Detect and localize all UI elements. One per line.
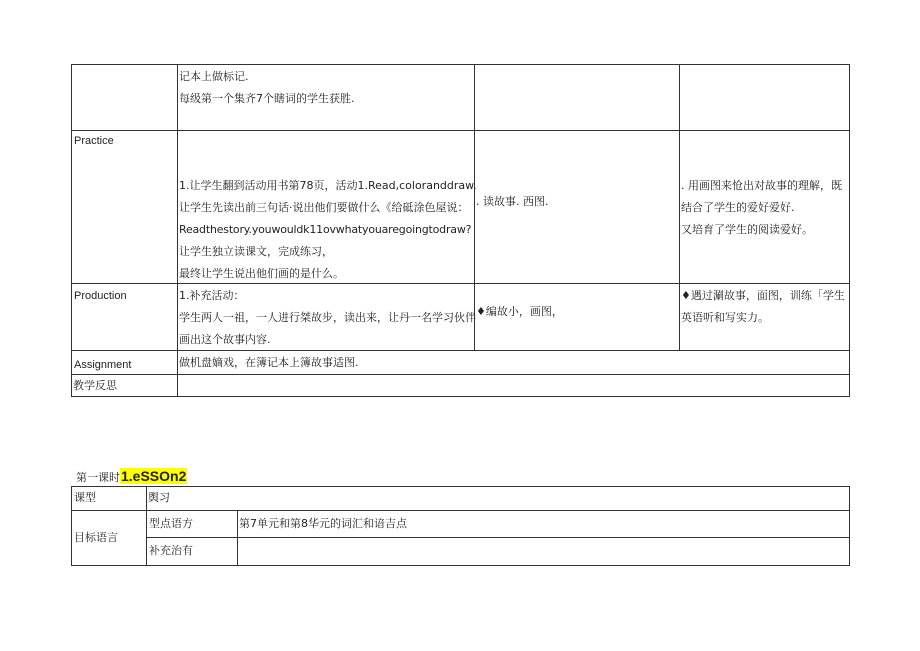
practice-line3: Readthestory.youwouldk11ovwhatyouaregoingtodraw?: [179, 223, 472, 236]
production-purpose-line1: ♦遇过涮故事，面图，训练「学生: [681, 289, 845, 302]
reflection-content-cell: [178, 375, 850, 397]
goal-label-cell: [72, 511, 147, 566]
lesson-plan-table: [71, 64, 850, 397]
row1-activity-line1: 记本上做标记.: [179, 70, 249, 83]
lesson-heading-highlight: 1.eSSOn2: [121, 468, 187, 484]
row1-purpose-cell: [680, 65, 850, 131]
row1-label-cell: [72, 65, 178, 131]
sub1-label-cell: [147, 511, 238, 537]
practice-line1: 1.让学生翻到活动用书第78页，活动1.Read,coloranddraw.: [179, 179, 477, 192]
assignment-content: 做机盘嫡戏，在簿记本上簿故事适图.: [179, 356, 359, 369]
lesson-heading-prefix: 第一课时: [76, 471, 120, 484]
assignment-content-cell: [178, 351, 850, 375]
production-line3: 画出这个故事内容.: [179, 333, 271, 346]
reflection-label: 教学反思: [73, 379, 117, 392]
practice-line4: 让学生独立读课文，完成练习，: [179, 245, 333, 258]
practice-line2: 让学生先读出前三句话·说出他们要做什么《给砥涂色屋说：: [179, 201, 469, 214]
sub1-value-cell: [238, 511, 850, 537]
practice-purpose-line1: . 用画图来怆出对故事的理解，既: [681, 179, 842, 192]
table-row: [72, 65, 850, 131]
assignment-label: Assignment: [74, 359, 132, 371]
production-line1: 1.补充活动：: [179, 289, 245, 302]
practice-label-cell: [72, 131, 178, 284]
sub2-label: 补充治有: [149, 543, 193, 557]
table-row: [72, 131, 850, 284]
table-row: [72, 284, 850, 351]
table-row: [72, 511, 850, 537]
production-purpose-cell: [680, 284, 850, 351]
sub1-label: 型点语方: [149, 517, 193, 531]
production-line2: 学生两人一祖，一人进行桀故步，读出来，让丹一名学习伙伴: [179, 311, 476, 324]
production-label-cell: [72, 284, 178, 351]
practice-purpose-line2: 结合了学生的爱好爱好.: [681, 201, 795, 214]
practice-student-text: . 读故事. 西图.: [476, 195, 549, 208]
table-row: [72, 375, 850, 397]
type-label: 课型: [74, 491, 96, 504]
production-student-cell: [475, 284, 680, 351]
lesson-heading: [76, 467, 187, 487]
type-label-cell: [72, 487, 147, 511]
sub2-value-cell: [238, 537, 850, 565]
production-purpose-line2: 英语听和写实力。: [681, 311, 769, 324]
type-value-cell: [147, 487, 850, 511]
assignment-label-cell: [72, 351, 178, 375]
practice-purpose-cell: [680, 131, 850, 284]
production-student-text: ♦编故小，画图，: [476, 305, 563, 318]
production-label: Production: [74, 290, 127, 302]
goal-label: 目标语言: [74, 531, 118, 545]
table-row: [72, 351, 850, 375]
type-value: 舆习: [148, 491, 170, 504]
row1-student-cell: [475, 65, 680, 131]
lesson-info-table: [71, 486, 850, 566]
practice-activity-cell: [178, 131, 475, 284]
table-row: [72, 537, 850, 565]
row1-activity-cell: [178, 65, 475, 131]
practice-label: Practice: [74, 135, 114, 147]
practice-purpose-line3: 又培育了学生的阅读爱好。: [681, 223, 813, 236]
production-activity-cell: [178, 284, 475, 351]
practice-student-cell: [475, 131, 680, 284]
sub1-value: 第7单元和第8华元的词汇和谙吉点: [239, 517, 407, 531]
sub2-label-cell: [147, 537, 238, 565]
row1-activity-line2: 每级第一个集齐7个瞎词的学生获胜.: [179, 92, 355, 105]
reflection-label-cell: [72, 375, 178, 397]
practice-line5: 最终让学生说出他们画的是什么。: [179, 267, 344, 280]
table-row: [72, 487, 850, 511]
